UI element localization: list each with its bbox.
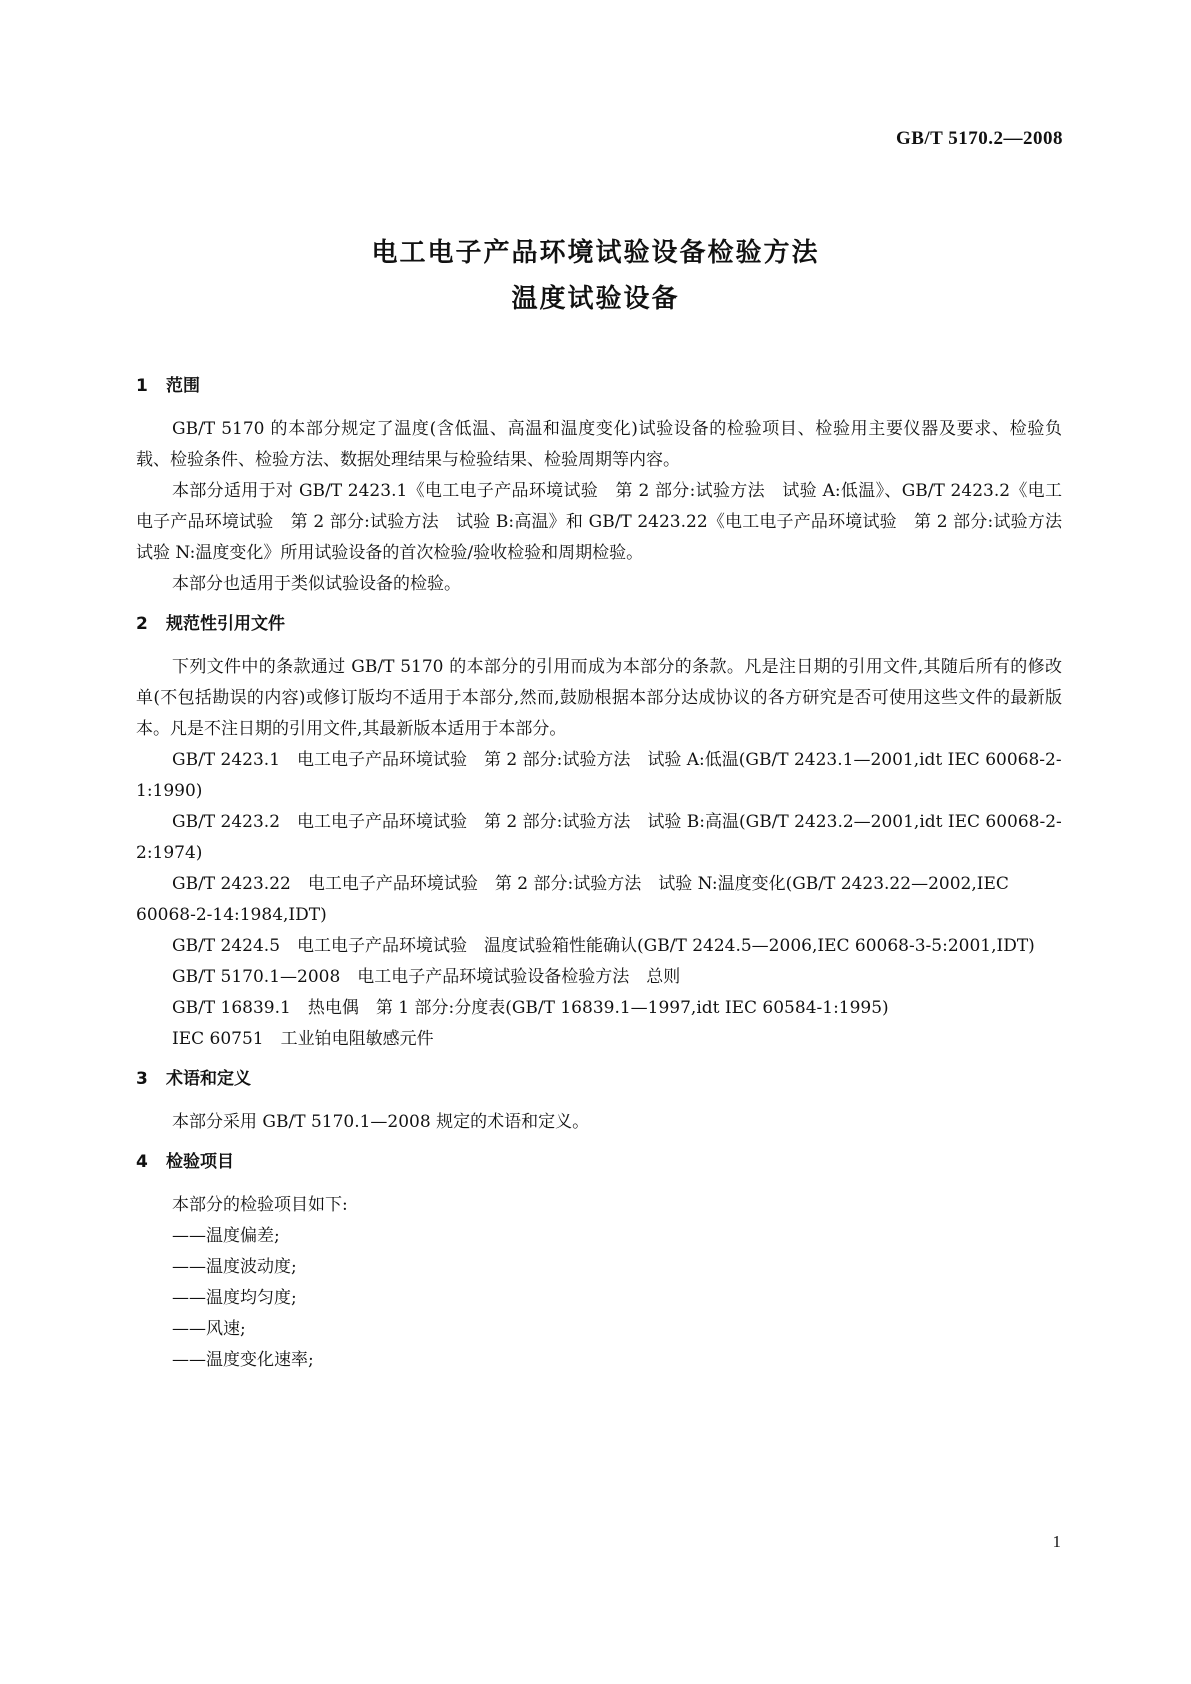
reference-entry: GB/T 16839.1 热电偶 第 1 部分:分度表(GB/T 16839.1—1997,idt IEC 60584-1:1995) bbox=[172, 998, 889, 1018]
paragraph: 本部分适用于对 GB/T 2423.1《电工电子产品环境试验 第 2 部分:试验方法 试验 A:低温》、GB/T 2423.2《电工电子产品环境试验 第 2 部分:试验方法 试验 B:高温》和 GB/T 2423.22《电工电子产品环境试验 第 2 部分:试验方法 试验 N:温度变化》所用试验设备的首次检验/验收检验和周期检验。 bbox=[136, 481, 1079, 563]
paragraph: 下列文件中的条款通过 GB/T 5170 的本部分的引用而成为本部分的条款。凡是注日期的引用文件,其随后所有的修改单(不包括勘误的内容)或修订版均不适用于本部分,然而,鼓励根据本部分达成协议的各方研究是否可使用这些文件的最新版本。凡是不注日期的引用文件,其最新版本适用于本部分。 bbox=[136, 657, 1062, 739]
standard-code: GB/T 5170.2—2008 bbox=[895, 128, 1063, 149]
document-title-line1: 电工电子产品环境试验设备检验方法 bbox=[371, 238, 820, 268]
paragraph: 本部分也适用于类似试验设备的检验。 bbox=[172, 574, 461, 594]
section-title: 检验项目 bbox=[166, 1152, 234, 1172]
paragraph: 本部分的检验项目如下: bbox=[172, 1195, 348, 1215]
document-body bbox=[136, 372, 1079, 1376]
document-title-line2: 温度试验设备 bbox=[511, 284, 680, 314]
section-title: 范围 bbox=[166, 376, 200, 396]
reference-entry: GB/T 2423.2 电工电子产品环境试验 第 2 部分:试验方法 试验 B:高温(GB/T 2423.2—2001,idt IEC 60068-2-2:1974) bbox=[136, 812, 1062, 863]
list-item: ——风速; bbox=[172, 1319, 246, 1339]
section-number: 1 bbox=[136, 376, 148, 396]
section-number: 2 bbox=[136, 614, 148, 634]
section-title: 术语和定义 bbox=[166, 1069, 251, 1089]
section-heading-inspection-items bbox=[136, 1148, 1062, 1176]
paragraph: GB/T 5170 的本部分规定了温度(含低温、高温和温度变化)试验设备的检验项目、检验用主要仪器及要求、检验负载、检验条件、检验方法、数据处理结果与检验结果、检验周期等内容。 bbox=[136, 419, 1062, 470]
page-number: 1 bbox=[1052, 1532, 1061, 1551]
paragraph: 本部分采用 GB/T 5170.1—2008 规定的术语和定义。 bbox=[172, 1112, 590, 1132]
section-heading-normative-references bbox=[136, 610, 1062, 638]
reference-entry: IEC 60751 工业铂电阻敏感元件 bbox=[172, 1029, 434, 1049]
section-heading-terms-definitions bbox=[136, 1065, 1062, 1093]
list-item: ——温度偏差; bbox=[172, 1226, 280, 1246]
list-item: ——温度变化速率; bbox=[172, 1350, 314, 1370]
section-number: 4 bbox=[136, 1152, 148, 1172]
section-number: 3 bbox=[136, 1069, 148, 1089]
section-title: 规范性引用文件 bbox=[166, 614, 285, 634]
list-item: ——温度波动度; bbox=[172, 1257, 297, 1277]
reference-entry: GB/T 2423.1 电工电子产品环境试验 第 2 部分:试验方法 试验 A:低温(GB/T 2423.1—2001,idt IEC 60068-2-1:1990) bbox=[136, 750, 1062, 801]
reference-entry: GB/T 5170.1—2008 电工电子产品环境试验设备检验方法 总则 bbox=[172, 967, 681, 987]
section-heading-scope bbox=[136, 372, 1062, 400]
reference-entry: GB/T 2423.22 电工电子产品环境试验 第 2 部分:试验方法 试验 N:温度变化(GB/T 2423.22—2002,IEC 60068-2-14:1984,IDT) bbox=[136, 874, 1009, 925]
reference-entry: GB/T 2424.5 电工电子产品环境试验 温度试验箱性能确认(GB/T 2424.5—2006,IEC 60068-3-5:2001,IDT) bbox=[172, 936, 1035, 956]
list-item: ——温度均匀度; bbox=[172, 1288, 297, 1308]
